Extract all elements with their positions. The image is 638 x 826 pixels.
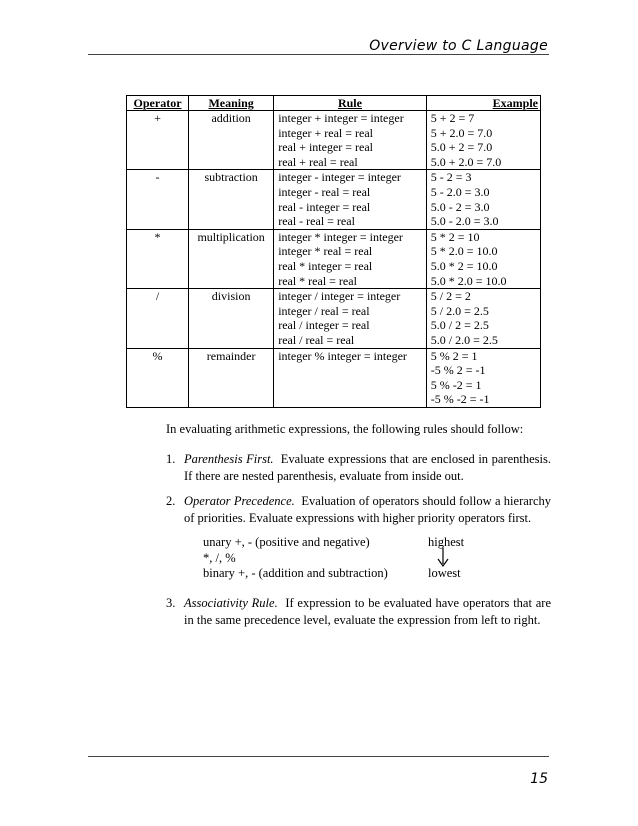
example-cell [426,170,540,229]
operator-cell: - [127,170,189,229]
example-cell [426,111,540,170]
meaning-cell: subtraction [189,170,274,229]
example-line: 5.0 + 2 = 7.0 [430,140,493,155]
table-row [127,111,541,170]
rule-line: real / integer = real [278,318,370,333]
list-item-text: Evaluate expressions that are enclosed in parenthesis. If there are nested parenthesis, evaluate from inside out. [184,452,551,483]
meaning-cell: multiplication [189,229,274,288]
page-number: 15 [530,771,548,787]
rule-line: real / real = real [278,332,355,347]
running-header: Overview to C Language [369,38,548,54]
meaning-cell: remainder [189,348,274,407]
rule-line: integer + real = real [278,125,374,140]
rule-cell [274,289,427,348]
operator-cell: + [127,111,189,170]
rule-cell [274,348,427,407]
rule-line: real + real = real [278,154,358,169]
example-line: 5.0 * 2 = 10.0 [430,258,498,273]
list-item-title: Operator Precedence. [184,494,295,508]
table-body [127,111,541,408]
rule-cell [274,170,427,229]
example-line: 5.0 / 2.0 = 2.5 [430,332,498,347]
example-line: -5 % 2 = -1 [430,363,486,378]
example-line: 5 % -2 = 1 [430,377,482,392]
list-number: 1. [166,452,176,466]
rule-line: integer / integer = integer [278,289,401,304]
example-line: 5 - 2 = 3 [430,170,472,185]
rule-line: real - real = real [278,214,355,229]
list-item-parenthesis-first [166,451,551,485]
example-line: 5 / 2 = 2 [430,289,471,304]
rule-line: real - integer = real [278,199,371,214]
rule-line: real * integer = real [278,258,373,273]
rule-line: integer - integer = integer [278,170,401,185]
table-row [127,229,541,288]
rule-line: integer % integer = integer [278,348,407,363]
meaning-cell: division [189,289,274,348]
intro-sentence: In evaluating arithmetic expressions, the following rules should follow: [166,422,524,436]
arrow-down-icon [437,548,449,568]
meaning-cell: addition [189,111,274,170]
header-rule [88,54,549,55]
rule-line: real * real = real [278,273,357,288]
column-header-operator: Operator [127,96,189,111]
example-cell [426,229,540,288]
rule-line: integer * real = real [278,244,373,259]
example-line: 5 - 2.0 = 3.0 [430,184,490,199]
rule-line: integer - real = real [278,184,371,199]
table-row [127,170,541,229]
example-line: 5.0 + 2.0 = 7.0 [430,154,502,169]
example-cell [426,289,540,348]
operators-table [126,95,541,408]
table-row [127,289,541,348]
operator-cell: % [127,348,189,407]
list-item-operator-precedence [166,493,551,527]
example-line: 5 / 2.0 = 2.5 [430,303,489,318]
example-line: 5 + 2.0 = 7.0 [430,125,493,140]
list-number: 2. [166,494,176,508]
example-line: 5 * 2.0 = 10.0 [430,244,498,259]
example-line: 5 % 2 = 1 [430,348,478,363]
list-item-title: Parenthesis First. [184,452,274,466]
list-item-text: If expression to be evaluated have operators that are in the same precedence level, evaluate the expression from left to right. [184,596,552,627]
example-line: 5 * 2 = 10 [430,229,480,244]
operator-cell: * [127,229,189,288]
list-number: 3. [166,596,176,610]
column-header-example: Example [426,96,540,111]
precedence-level-multiplicative: *, /, % [203,550,236,565]
list-item-associativity-rule [166,595,551,629]
rule-line: real + integer = real [278,140,374,155]
rule-line: integer + integer = integer [278,111,404,125]
example-line: 5.0 - 2.0 = 3.0 [430,214,499,229]
rule-line: integer * integer = integer [278,229,403,244]
example-line: 5.0 / 2 = 2.5 [430,318,489,333]
rule-line: integer / real = real [278,303,370,318]
list-item-title: Associativity Rule. [184,596,278,610]
rule-cell [274,229,427,288]
column-header-meaning: Meaning [189,96,274,111]
precedence-level-unary: unary +, - (positive and negative) [203,535,370,549]
table-row [127,348,541,407]
operator-cell: / [127,289,189,348]
precedence-level-additive: binary +, - (addition and subtraction) [203,566,388,580]
precedence-lowest-label: lowest [428,566,461,580]
example-line: -5 % -2 = -1 [430,392,490,407]
example-line: 5.0 - 2 = 3.0 [430,199,490,214]
precedence-levels [203,535,388,582]
footer-rule [88,756,549,757]
table-header-row [127,96,541,111]
rule-cell [274,111,427,170]
example-cell [426,348,540,407]
precedence-highest-label: highest [428,535,465,549]
list-item-text: Evaluation of operators should follow a hierarchy of priorities. Evaluate expressions with higher priority operators first. [184,494,551,525]
example-line: 5.0 * 2.0 = 10.0 [430,273,507,288]
example-line: 5 + 2 = 7 [430,111,475,125]
column-header-rule: Rule [274,96,427,111]
